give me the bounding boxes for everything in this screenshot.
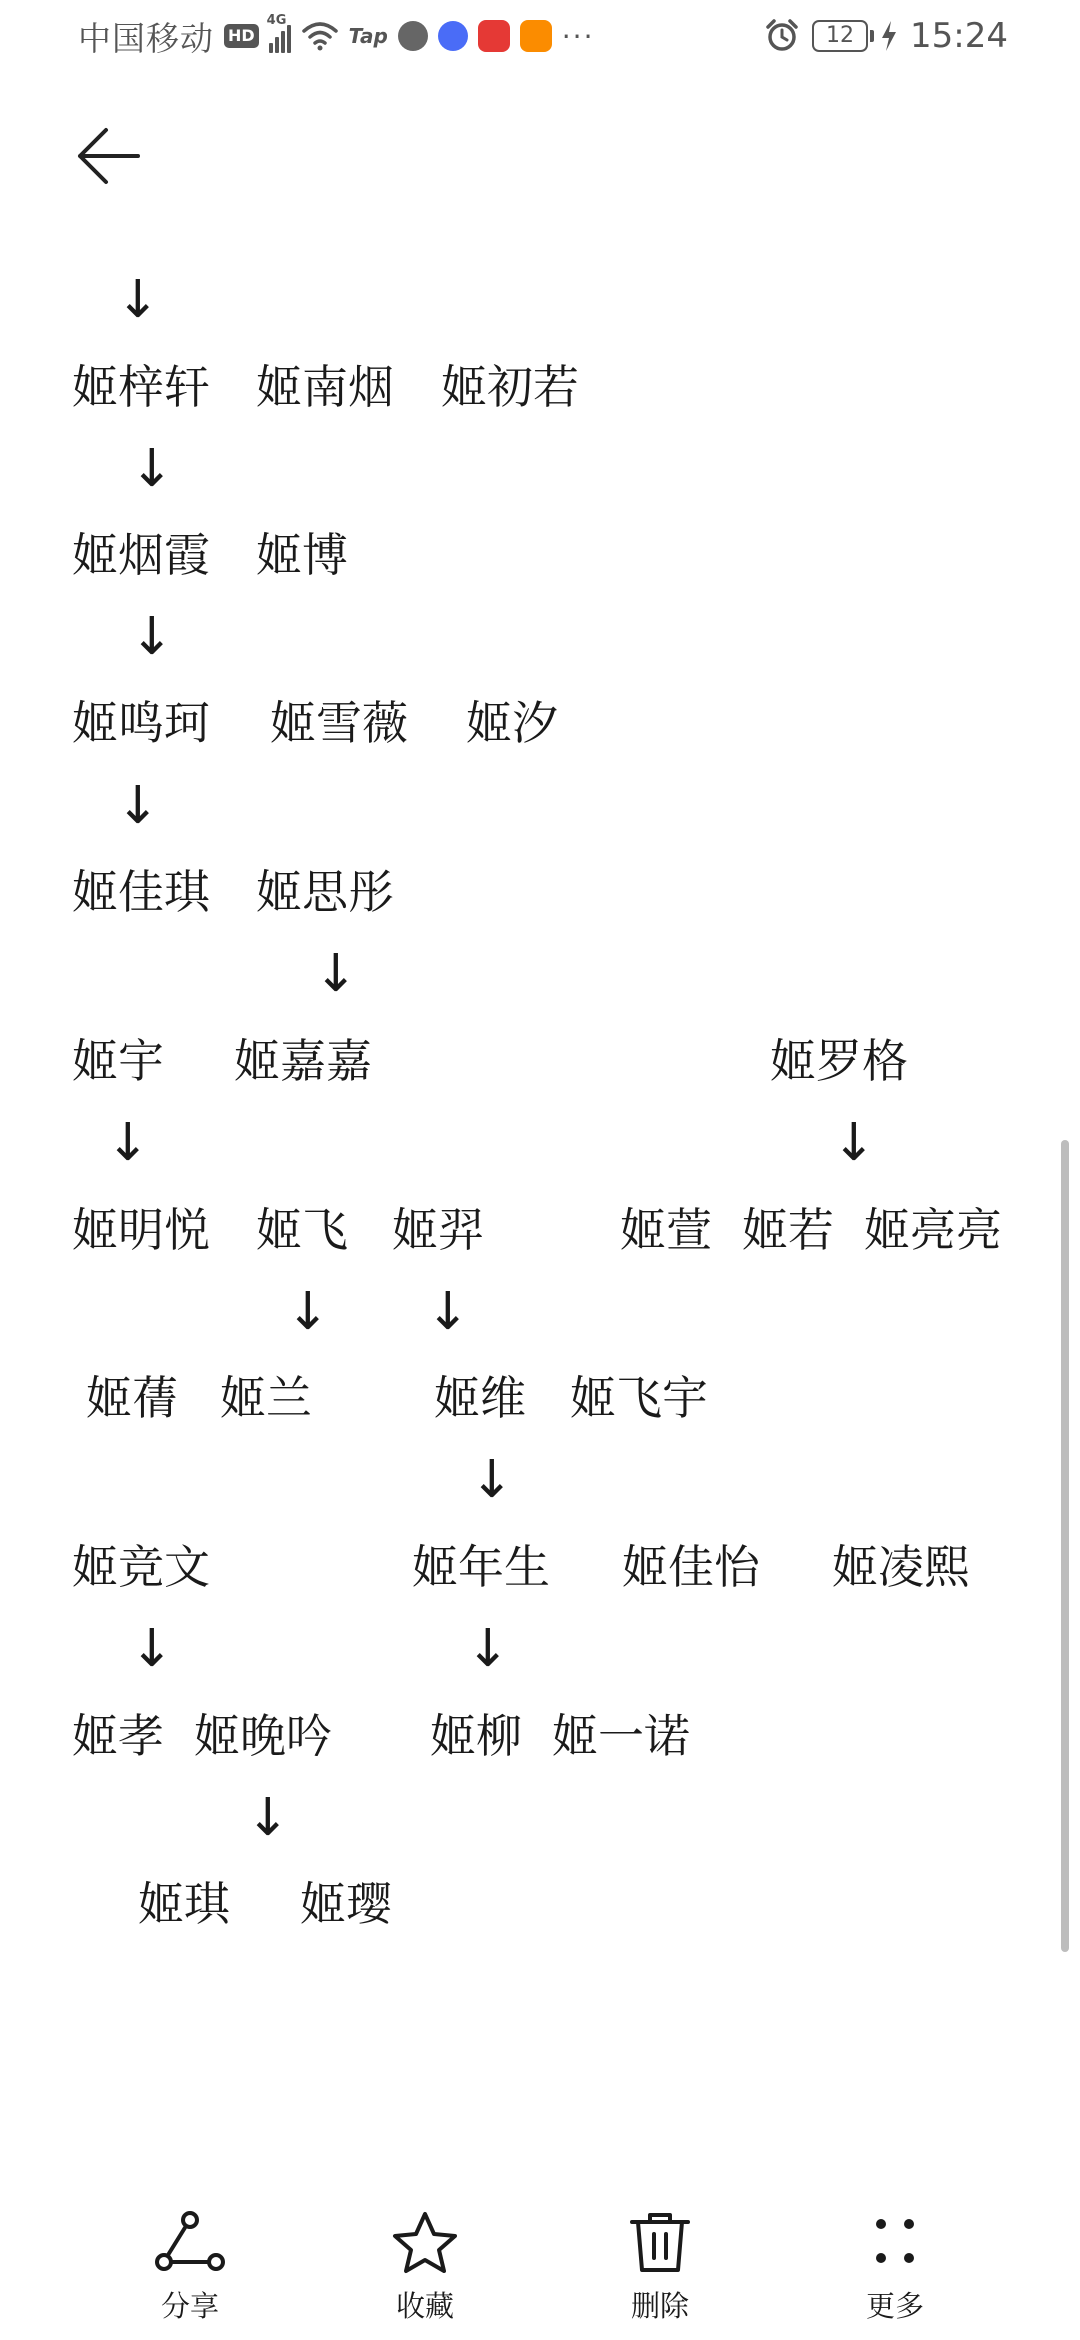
arrow-down: ↓ (426, 1282, 470, 1342)
delete-button[interactable] (590, 2210, 730, 2325)
name-text: 姬竞文 (72, 1540, 210, 1594)
trash-icon (624, 2210, 696, 2274)
arrow-down: ↓ (286, 1282, 330, 1342)
name-text: 姬柳 (430, 1709, 522, 1763)
more-button[interactable] (825, 2210, 965, 2325)
name-text: 姬南烟 (256, 360, 394, 414)
hd-icon: HD (224, 24, 259, 48)
star-icon (389, 2210, 461, 2274)
arrow-down: ↓ (466, 1619, 510, 1679)
name-text: 姬一诺 (552, 1709, 690, 1763)
name-text: 姬佳怡 (622, 1540, 760, 1594)
network-type-label: 4G (266, 13, 287, 28)
arrow-down: ↓ (130, 607, 174, 667)
name-text: 姬兰 (220, 1371, 312, 1425)
tap-app-icon: Tap (348, 24, 388, 48)
name-text: 姬明悦 (72, 1203, 210, 1257)
name-text: 姬宇 (72, 1034, 164, 1088)
share-icon (154, 2210, 226, 2274)
name-text: 姬飞宇 (570, 1371, 708, 1425)
name-text: 姬年生 (412, 1540, 550, 1594)
name-text: 姬萱 (620, 1203, 712, 1257)
favorite-button[interactable] (355, 2210, 495, 2325)
name-text: 姬博 (256, 528, 348, 582)
name-text: 姬蒨 (86, 1371, 178, 1425)
more-label: 更多 (865, 2289, 924, 2323)
name-text: 姬思彤 (256, 865, 394, 919)
name-text: 姬晚吟 (194, 1709, 332, 1763)
battery-indicator: 12 (812, 20, 868, 52)
arrow-down: ↓ (832, 1113, 876, 1173)
name-text: 姬嘉嘉 (234, 1034, 372, 1088)
name-text: 姬汐 (466, 696, 558, 750)
arrow-down: ↓ (470, 1450, 514, 1510)
arrow-down: ↓ (106, 1113, 150, 1173)
name-text: 姬羿 (392, 1203, 484, 1257)
name-text: 姬鸣珂 (72, 696, 210, 750)
arrow-down: ↓ (130, 439, 174, 499)
carrier-label: 中国移动 (78, 18, 214, 58)
arrow-down: ↓ (116, 270, 160, 330)
share-button[interactable] (120, 2210, 260, 2325)
name-text: 姬佳琪 (72, 865, 210, 919)
bottom-toolbar (0, 2190, 1080, 2340)
arrow-down: ↓ (116, 776, 160, 836)
name-text: 姬维 (434, 1371, 526, 1425)
more-dots-icon (859, 2210, 931, 2274)
more-notifications-icon: ··· (561, 19, 595, 53)
arrow-down: ↓ (314, 944, 358, 1004)
arrow-down: ↓ (246, 1788, 290, 1848)
name-text: 姬初若 (441, 360, 579, 414)
name-text: 姬若 (742, 1203, 834, 1257)
share-label: 分享 (160, 2289, 219, 2323)
name-text: 姬璎 (300, 1877, 392, 1931)
name-text: 姬亮亮 (864, 1203, 1002, 1257)
arrow-down: ↓ (130, 1619, 174, 1679)
name-text: 姬罗格 (770, 1034, 908, 1088)
favorite-label: 收藏 (395, 2289, 454, 2323)
name-text: 姬凌熙 (832, 1540, 970, 1594)
clock: 15:24 (910, 16, 1008, 56)
name-text: 姬琪 (138, 1877, 230, 1931)
name-text: 姬孝 (72, 1709, 164, 1763)
scrollbar[interactable] (1061, 1140, 1069, 1952)
delete-label: 删除 (630, 2289, 689, 2323)
name-text: 姬雪薇 (270, 696, 408, 750)
name-text: 姬飞 (256, 1203, 348, 1257)
name-text: 姬梓轩 (72, 360, 210, 414)
name-text: 姬烟霞 (72, 528, 210, 582)
